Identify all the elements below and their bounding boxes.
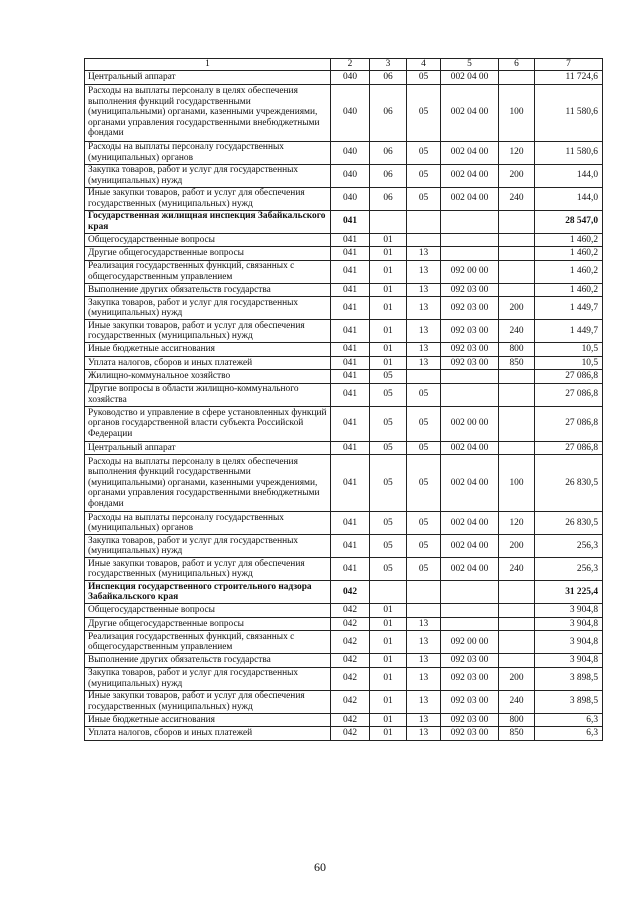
- subsection-code: 13: [407, 631, 441, 654]
- amount: 3 904,8: [535, 617, 603, 631]
- expense-type-code: 240: [499, 690, 535, 713]
- expense-type-code: 240: [499, 558, 535, 581]
- item-name: Иные бюджетные ассигнования: [85, 343, 331, 357]
- table-body: [85, 71, 603, 741]
- table-row: [85, 581, 603, 604]
- item-name: Расходы на выплаты персоналу государственных (муниципальных) органов: [85, 141, 331, 164]
- item-name: Другие вопросы в области жилищно-коммунального хозяйства: [85, 383, 331, 406]
- expense-type-code: 200: [499, 667, 535, 690]
- table-row: [85, 297, 603, 320]
- ministry-code: 042: [331, 581, 370, 604]
- subsection-code: 13: [407, 297, 441, 320]
- item-name: Руководство и управление в сфере установленных функций органов государственной власти субъекта Российской Федерации: [85, 406, 331, 441]
- section-code: 01: [370, 283, 407, 297]
- expense-type-code: [499, 260, 535, 283]
- subsection-code: 13: [407, 356, 441, 370]
- target-article-code: 092 03 00: [441, 713, 499, 727]
- table-row: [85, 667, 603, 690]
- ministry-code: 042: [331, 654, 370, 668]
- item-name: Реализация государственных функций, связанных с общегосударственным управлением: [85, 631, 331, 654]
- target-article-code: 002 04 00: [441, 187, 499, 210]
- ministry-code: 042: [331, 713, 370, 727]
- budget-table: [84, 58, 603, 741]
- expense-type-code: [499, 604, 535, 618]
- expense-type-code: [499, 406, 535, 441]
- target-article-code: 002 00 00: [441, 406, 499, 441]
- section-code: 06: [370, 187, 407, 210]
- subsection-code: 05: [407, 71, 441, 85]
- expense-type-code: 800: [499, 713, 535, 727]
- ministry-code: 042: [331, 631, 370, 654]
- amount: 1 449,7: [535, 297, 603, 320]
- item-name: Инспекция государственного строительного надзора Забайкальского края: [85, 581, 331, 604]
- section-code: 06: [370, 84, 407, 141]
- ministry-code: 041: [331, 455, 370, 512]
- target-article-code: 002 04 00: [441, 164, 499, 187]
- amount: 11 580,6: [535, 84, 603, 141]
- target-article-code: 092 03 00: [441, 690, 499, 713]
- section-code: 01: [370, 320, 407, 343]
- ministry-code: 041: [331, 441, 370, 455]
- table-row: [85, 512, 603, 535]
- amount: 6,3: [535, 713, 603, 727]
- item-name: Общегосударственные вопросы: [85, 604, 331, 618]
- target-article-code: 092 03 00: [441, 356, 499, 370]
- table-row: [85, 71, 603, 85]
- section-code: 01: [370, 727, 407, 741]
- subsection-code: [407, 233, 441, 247]
- ministry-code: 041: [331, 247, 370, 261]
- table-row: [85, 713, 603, 727]
- item-name: Расходы на выплаты персоналу государственных (муниципальных) органов: [85, 512, 331, 535]
- expense-type-code: [499, 581, 535, 604]
- table-row: [85, 631, 603, 654]
- ministry-code: 040: [331, 141, 370, 164]
- column-number: 6: [499, 59, 535, 71]
- ministry-code: 041: [331, 283, 370, 297]
- item-name: Закупка товаров, работ и услуг для государственных (муниципальных) нужд: [85, 164, 331, 187]
- table-row: [85, 320, 603, 343]
- amount: 10,5: [535, 356, 603, 370]
- section-code: 01: [370, 713, 407, 727]
- amount: 10,5: [535, 343, 603, 357]
- target-article-code: 092 03 00: [441, 667, 499, 690]
- amount: 144,0: [535, 164, 603, 187]
- amount: 3 904,8: [535, 654, 603, 668]
- ministry-code: 041: [331, 535, 370, 558]
- table-row: [85, 283, 603, 297]
- expense-type-code: [499, 71, 535, 85]
- target-article-code: 002 04 00: [441, 441, 499, 455]
- subsection-code: 05: [407, 187, 441, 210]
- section-code: 01: [370, 247, 407, 261]
- section-code: 05: [370, 455, 407, 512]
- subsection-code: [407, 604, 441, 618]
- amount: 256,3: [535, 558, 603, 581]
- subsection-code: 05: [407, 512, 441, 535]
- section-code: 01: [370, 233, 407, 247]
- subsection-code: 05: [407, 455, 441, 512]
- budget-table-page: [84, 58, 602, 741]
- target-article-code: 002 04 00: [441, 512, 499, 535]
- item-name: Другие общегосударственные вопросы: [85, 617, 331, 631]
- target-article-code: [441, 210, 499, 233]
- expense-type-code: 120: [499, 512, 535, 535]
- column-number: 4: [407, 59, 441, 71]
- table-row: [85, 210, 603, 233]
- column-number: 7: [535, 59, 603, 71]
- table-row: [85, 370, 603, 384]
- target-article-code: [441, 233, 499, 247]
- section-code: 01: [370, 690, 407, 713]
- table-row: [85, 247, 603, 261]
- item-name: Иные закупки товаров, работ и услуг для обеспечения государственных (муниципальных) нужд: [85, 187, 331, 210]
- expense-type-code: 120: [499, 141, 535, 164]
- target-article-code: 002 04 00: [441, 141, 499, 164]
- amount: 27 086,8: [535, 441, 603, 455]
- expense-type-code: [499, 247, 535, 261]
- target-article-code: 002 04 00: [441, 558, 499, 581]
- item-name: Иные бюджетные ассигнования: [85, 713, 331, 727]
- ministry-code: 042: [331, 604, 370, 618]
- column-number: 5: [441, 59, 499, 71]
- table-row: [85, 343, 603, 357]
- item-name: Закупка товаров, работ и услуг для государственных (муниципальных) нужд: [85, 535, 331, 558]
- section-code: 01: [370, 260, 407, 283]
- amount: 27 086,8: [535, 370, 603, 384]
- target-article-code: [441, 604, 499, 618]
- ministry-code: 041: [331, 370, 370, 384]
- item-name: Иные закупки товаров, работ и услуг для обеспечения государственных (муниципальных) нужд: [85, 320, 331, 343]
- table-row: [85, 455, 603, 512]
- expense-type-code: [499, 441, 535, 455]
- table-row: [85, 164, 603, 187]
- amount: 1 460,2: [535, 233, 603, 247]
- ministry-code: 040: [331, 71, 370, 85]
- expense-type-code: [499, 617, 535, 631]
- page-number: 60: [314, 860, 326, 874]
- amount: 11 580,6: [535, 141, 603, 164]
- target-article-code: [441, 581, 499, 604]
- subsection-code: 13: [407, 727, 441, 741]
- section-code: 01: [370, 617, 407, 631]
- expense-type-code: 850: [499, 356, 535, 370]
- table-row: [85, 260, 603, 283]
- column-number: 2: [331, 59, 370, 71]
- subsection-code: 13: [407, 247, 441, 261]
- subsection-code: 05: [407, 558, 441, 581]
- subsection-code: 05: [407, 141, 441, 164]
- target-article-code: 002 04 00: [441, 71, 499, 85]
- expense-type-code: 850: [499, 727, 535, 741]
- section-code: 05: [370, 558, 407, 581]
- amount: 31 225,4: [535, 581, 603, 604]
- section-code: 05: [370, 535, 407, 558]
- ministry-code: 042: [331, 690, 370, 713]
- expense-type-code: [499, 383, 535, 406]
- expense-type-code: [499, 210, 535, 233]
- table-row: [85, 84, 603, 141]
- expense-type-code: 200: [499, 535, 535, 558]
- ministry-code: 040: [331, 187, 370, 210]
- amount: 6,3: [535, 727, 603, 741]
- section-code: 05: [370, 512, 407, 535]
- subsection-code: 05: [407, 84, 441, 141]
- section-code: 05: [370, 383, 407, 406]
- expense-type-code: [499, 654, 535, 668]
- amount: 1 449,7: [535, 320, 603, 343]
- table-row: [85, 233, 603, 247]
- expense-type-code: 200: [499, 297, 535, 320]
- target-article-code: 002 04 00: [441, 535, 499, 558]
- item-name: Уплата налогов, сборов и иных платежей: [85, 727, 331, 741]
- item-name: Закупка товаров, работ и услуг для государственных (муниципальных) нужд: [85, 667, 331, 690]
- target-article-code: 002 04 00: [441, 455, 499, 512]
- target-article-code: 092 03 00: [441, 320, 499, 343]
- table-row: [85, 604, 603, 618]
- expense-type-code: 240: [499, 320, 535, 343]
- target-article-code: [441, 383, 499, 406]
- ministry-code: 041: [331, 260, 370, 283]
- item-name: Общегосударственные вопросы: [85, 233, 331, 247]
- amount: 26 830,5: [535, 512, 603, 535]
- column-number: 1: [85, 59, 331, 71]
- table-row: [85, 383, 603, 406]
- amount: 1 460,2: [535, 260, 603, 283]
- amount: 3 898,5: [535, 690, 603, 713]
- item-name: Расходы на выплаты персоналу в целях обеспечения выполнения функций государственными (муниципальными) органами, казенными учреждениями, органами управления государственными внебюджетными фондами: [85, 84, 331, 141]
- table-row: [85, 187, 603, 210]
- subsection-code: [407, 370, 441, 384]
- item-name: Выполнение других обязательств государства: [85, 654, 331, 668]
- amount: 1 460,2: [535, 247, 603, 261]
- amount: 3 898,5: [535, 667, 603, 690]
- subsection-code: 05: [407, 535, 441, 558]
- item-name: Иные закупки товаров, работ и услуг для обеспечения государственных (муниципальных) нужд: [85, 558, 331, 581]
- ministry-code: 042: [331, 617, 370, 631]
- subsection-code: 13: [407, 260, 441, 283]
- table-row: [85, 727, 603, 741]
- item-name: Уплата налогов, сборов и иных платежей: [85, 356, 331, 370]
- target-article-code: [441, 617, 499, 631]
- table-row: [85, 654, 603, 668]
- target-article-code: [441, 370, 499, 384]
- section-code: 06: [370, 141, 407, 164]
- item-name: Реализация государственных функций, связанных с общегосударственным управлением: [85, 260, 331, 283]
- target-article-code: 092 03 00: [441, 727, 499, 741]
- amount: 3 904,8: [535, 604, 603, 618]
- table-row: [85, 690, 603, 713]
- expense-type-code: [499, 233, 535, 247]
- ministry-code: 041: [331, 356, 370, 370]
- subsection-code: 05: [407, 406, 441, 441]
- ministry-code: 041: [331, 343, 370, 357]
- item-name: Жилищно-коммунальное хозяйство: [85, 370, 331, 384]
- amount: 11 724,6: [535, 71, 603, 85]
- item-name: Центральный аппарат: [85, 441, 331, 455]
- subsection-code: 13: [407, 667, 441, 690]
- expense-type-code: [499, 631, 535, 654]
- target-article-code: 092 00 00: [441, 260, 499, 283]
- table-row: [85, 356, 603, 370]
- subsection-code: 13: [407, 320, 441, 343]
- table-row: [85, 535, 603, 558]
- ministry-code: 040: [331, 84, 370, 141]
- target-article-code: 092 03 00: [441, 654, 499, 668]
- expense-type-code: [499, 370, 535, 384]
- subsection-code: [407, 581, 441, 604]
- section-code: 01: [370, 343, 407, 357]
- subsection-code: 13: [407, 283, 441, 297]
- section-code: [370, 581, 407, 604]
- target-article-code: 092 00 00: [441, 631, 499, 654]
- ministry-code: 041: [331, 406, 370, 441]
- ministry-code: 041: [331, 320, 370, 343]
- item-name: Иные закупки товаров, работ и услуг для обеспечения государственных (муниципальных) нужд: [85, 690, 331, 713]
- expense-type-code: [499, 283, 535, 297]
- target-article-code: 092 03 00: [441, 283, 499, 297]
- ministry-code: 041: [331, 297, 370, 320]
- item-name: Государственная жилищная инспекция Забайкальского края: [85, 210, 331, 233]
- section-code: 05: [370, 441, 407, 455]
- section-code: 01: [370, 356, 407, 370]
- section-code: 01: [370, 654, 407, 668]
- item-name: Другие общегосударственные вопросы: [85, 247, 331, 261]
- expense-type-code: 100: [499, 84, 535, 141]
- ministry-code: 041: [331, 383, 370, 406]
- subsection-code: 13: [407, 617, 441, 631]
- target-article-code: 092 03 00: [441, 343, 499, 357]
- table-row: [85, 406, 603, 441]
- table-row: [85, 617, 603, 631]
- amount: 1 460,2: [535, 283, 603, 297]
- item-name: Выполнение других обязательств государства: [85, 283, 331, 297]
- subsection-code: 13: [407, 690, 441, 713]
- amount: 256,3: [535, 535, 603, 558]
- ministry-code: 041: [331, 210, 370, 233]
- ministry-code: 041: [331, 233, 370, 247]
- subsection-code: 13: [407, 343, 441, 357]
- expense-type-code: 240: [499, 187, 535, 210]
- expense-type-code: 800: [499, 343, 535, 357]
- section-code: 01: [370, 631, 407, 654]
- section-code: 06: [370, 164, 407, 187]
- subsection-code: [407, 210, 441, 233]
- column-number-row: [85, 59, 603, 71]
- table-row: [85, 441, 603, 455]
- target-article-code: 092 03 00: [441, 297, 499, 320]
- subsection-code: 13: [407, 654, 441, 668]
- item-name: Закупка товаров, работ и услуг для государственных (муниципальных) нужд: [85, 297, 331, 320]
- subsection-code: 05: [407, 164, 441, 187]
- target-article-code: [441, 247, 499, 261]
- ministry-code: 041: [331, 512, 370, 535]
- table-row: [85, 141, 603, 164]
- ministry-code: 042: [331, 667, 370, 690]
- section-code: [370, 210, 407, 233]
- amount: 144,0: [535, 187, 603, 210]
- table-row: [85, 558, 603, 581]
- section-code: 05: [370, 406, 407, 441]
- section-code: 01: [370, 297, 407, 320]
- amount: 27 086,8: [535, 383, 603, 406]
- ministry-code: 042: [331, 727, 370, 741]
- column-number: 3: [370, 59, 407, 71]
- amount: 28 547,0: [535, 210, 603, 233]
- amount: 3 904,8: [535, 631, 603, 654]
- item-name: Центральный аппарат: [85, 71, 331, 85]
- section-code: 01: [370, 667, 407, 690]
- expense-type-code: 200: [499, 164, 535, 187]
- ministry-code: 041: [331, 558, 370, 581]
- item-name: Расходы на выплаты персоналу в целях обеспечения выполнения функций государственными (муниципальными) органами, казенными учреждениями, органами управления государственными внебюджетными фондами: [85, 455, 331, 512]
- section-code: 06: [370, 71, 407, 85]
- expense-type-code: 100: [499, 455, 535, 512]
- amount: 26 830,5: [535, 455, 603, 512]
- subsection-code: 05: [407, 441, 441, 455]
- target-article-code: 002 04 00: [441, 84, 499, 141]
- ministry-code: 040: [331, 164, 370, 187]
- section-code: 01: [370, 604, 407, 618]
- section-code: 05: [370, 370, 407, 384]
- subsection-code: 05: [407, 383, 441, 406]
- subsection-code: 13: [407, 713, 441, 727]
- amount: 27 086,8: [535, 406, 603, 441]
